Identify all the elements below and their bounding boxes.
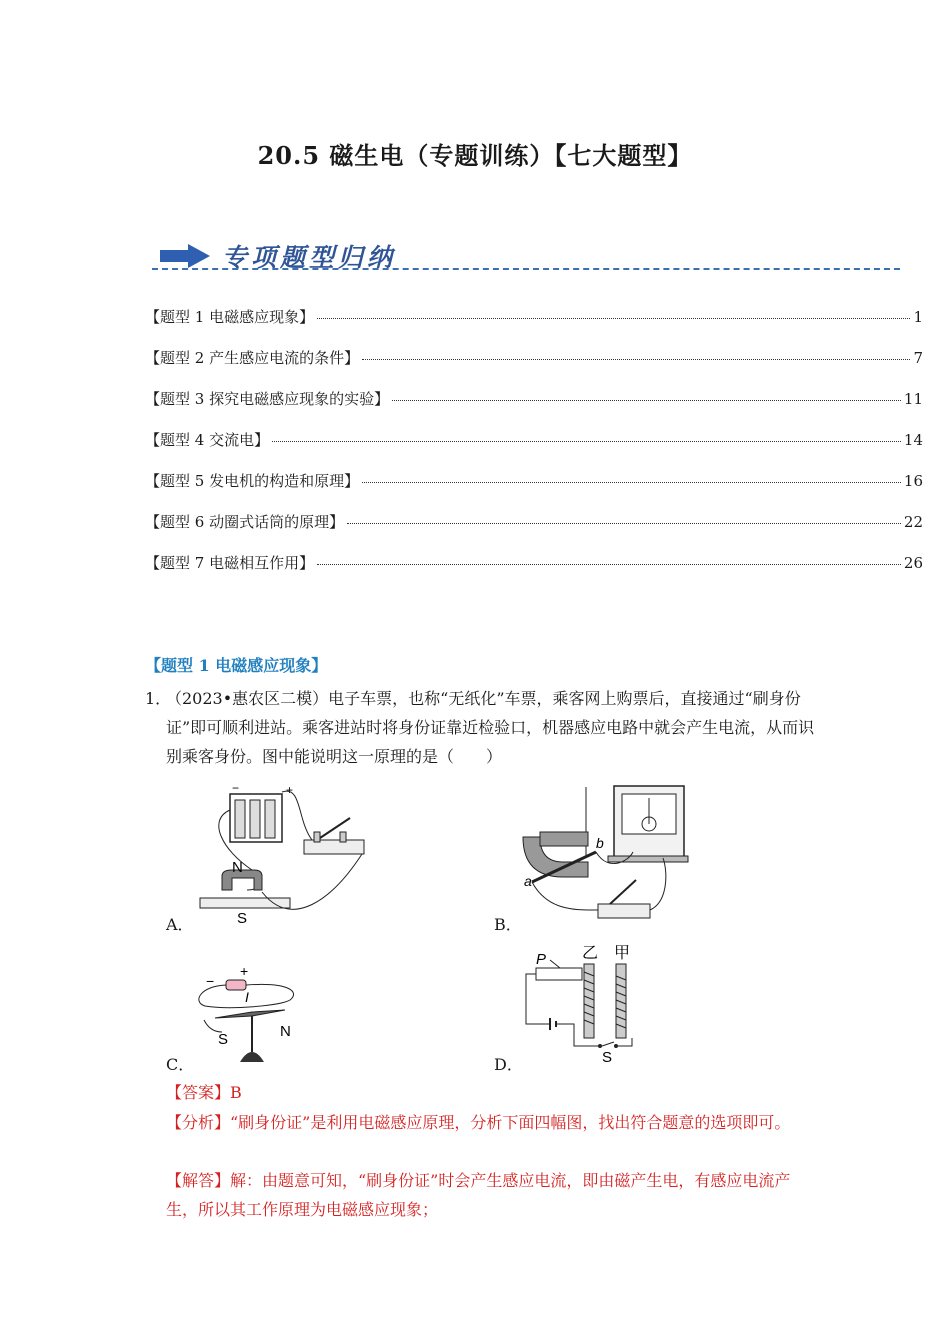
solution-text: 【解答】解：由题意可知，“刷身份证”时会产生感应电流，即由磁产生电，有感应电流产生，所以其工作原理为电磁感应现象； [166,1171,791,1219]
toc-page: 11 [903,390,923,408]
option-b-label: B． [494,915,522,934]
toc-leader [392,400,901,401]
section-banner [160,238,900,274]
option-a-label: A． [166,915,194,934]
toc-row[interactable] [145,511,923,552]
toc-row[interactable] [145,552,923,593]
question-number: 1． [145,689,172,708]
c-s-label: S [218,1031,229,1048]
a-n-label: N [232,859,243,876]
table-of-contents [145,306,923,593]
d-yi-label: 乙 [582,945,599,962]
b-a-label: a [524,873,532,889]
toc-label: 【题型 7 电磁相互作用】 [145,554,315,572]
a-s-label: S [237,910,248,927]
toc-label: 【题型 6 动圈式话筒的原理】 [145,513,345,531]
toc-row[interactable] [145,470,923,511]
toc-row[interactable] [145,388,923,429]
toc-label: 【题型 1 电磁感应现象】 [145,308,315,326]
toc-label: 【题型 5 发电机的构造和原理】 [145,472,360,490]
option-c-label: C． [166,1055,195,1074]
arrow-right-icon [160,244,210,268]
page-title: 20.5 磁生电（专题训练）【七大题型】 [257,141,693,170]
option-d-label: D． [494,1055,523,1074]
toc-page: 26 [903,554,923,572]
toc-leader [317,318,910,319]
toc-page: 7 [913,349,923,367]
toc-page: 14 [903,431,923,449]
d-s-label: S [602,1049,613,1066]
toc-leader [362,482,901,483]
figure-c-diagram [190,962,310,1072]
c-plus-label: + [240,963,249,979]
toc-page: 1 [913,308,923,326]
answer-line: 【答案】B [166,1083,242,1102]
figure-a-diagram [192,780,382,930]
toc-leader [347,523,901,524]
toc-page: 16 [903,472,923,490]
c-i-label: I [245,989,249,1005]
d-p-label: P [536,951,547,968]
banner-title: 专项题型归纳 [222,243,397,272]
toc-row[interactable] [145,306,923,347]
banner-divider [152,268,900,270]
toc-row[interactable] [145,347,923,388]
a-minus-label: − [232,781,240,795]
toc-leader [317,564,901,565]
toc-leader [362,359,910,360]
toc-label: 【题型 4 交流电】 [145,431,270,449]
b-b-label: b [596,835,604,851]
analysis-text: 【分析】“刷身份证”是利用电磁感应原理，分析下面四幅图，找出符合题意的选项即可。 [166,1113,791,1132]
section-heading: 【题型 1 电磁感应现象】 [145,656,328,675]
toc-label: 【题型 2 产生感应电流的条件】 [145,349,360,367]
a-plus-label: + [286,783,294,797]
toc-leader [272,441,901,442]
figure-b-diagram [518,782,698,932]
toc-page: 22 [903,513,923,531]
toc-label: 【题型 3 探究电磁感应现象的实验】 [145,390,390,408]
c-n-label: N [280,1023,291,1040]
c-minus-label: − [206,973,215,989]
toc-row[interactable] [145,429,923,470]
question [145,684,815,771]
question-text: （2023•惠农区二模）电子车票，也称“无纸化”车票，乘客网上购票后，直接通过“刷身份证”即可顺利进站。乘客进站时将身份证靠近检验口，机器感应电路中就会产生电流，从而识别乘客身份。图中能说明这一原理的是（ ） [166,689,815,766]
figure-d-diagram [520,938,650,1066]
d-jia-label: 甲 [614,945,631,962]
